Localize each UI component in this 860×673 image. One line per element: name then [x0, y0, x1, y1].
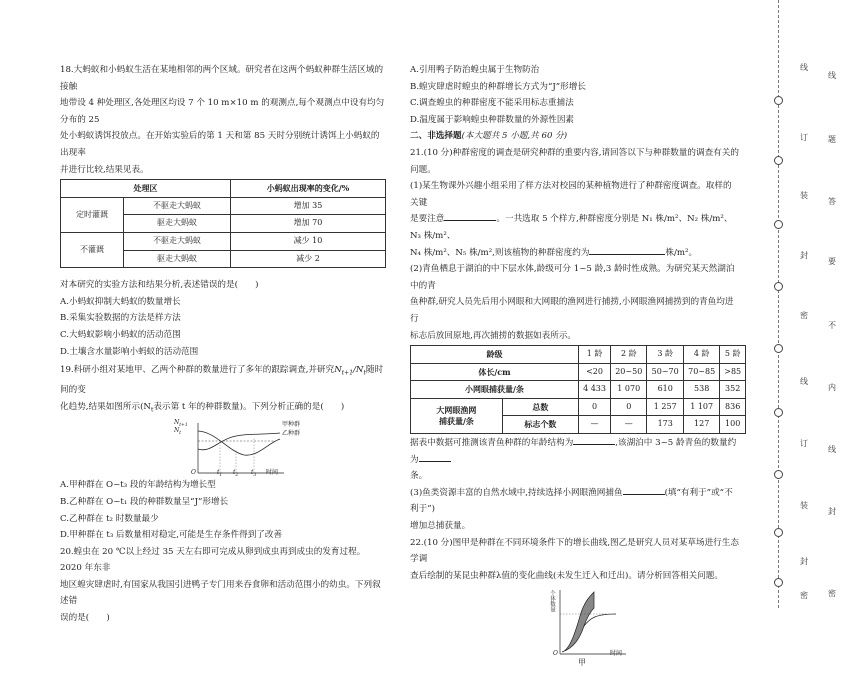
- q22-figure: [410, 584, 740, 666]
- table-cell: 836: [720, 398, 746, 416]
- table-header: 小蚂蚁出现率的变化/%: [231, 180, 386, 198]
- binding-char: 装: [800, 501, 808, 510]
- q19-stem-text: 随时间的变: [60, 365, 384, 396]
- question-21: [410, 145, 740, 535]
- tick-sub: 3: [253, 473, 257, 479]
- q20-option: D.温度属于影响蝗虫种群数量的外源性因素: [410, 114, 575, 125]
- binding-char: 不: [828, 321, 836, 330]
- table-cell: —: [579, 416, 611, 434]
- section-note: (本大题共 5 小题,共 60 分): [461, 131, 568, 142]
- table-cell: <20: [579, 363, 611, 381]
- y-div-n: N: [174, 427, 180, 435]
- q21-line: 增加总捕获量。: [410, 521, 471, 532]
- binding-char: 封: [828, 507, 836, 516]
- table-group: 不灌溉: [61, 232, 124, 267]
- y-label-div: [174, 427, 181, 438]
- binding-char: 题: [828, 135, 836, 144]
- table-header: 龄级: [411, 346, 579, 364]
- q21-line: (1)某生物课外兴趣小组采用了样方法对校园的某种植物进行了种群密度调查。取样的关键: [410, 181, 732, 208]
- s-curve: [584, 614, 616, 626]
- table-cell: 不驱走大蚂蚁: [124, 197, 231, 215]
- table-header: 4 龄: [683, 346, 719, 364]
- table-cell: 127: [683, 416, 719, 434]
- table-header: 1 龄: [579, 346, 611, 364]
- q19-ratio-sub: t: [363, 369, 366, 377]
- binding-char: 要: [828, 257, 836, 266]
- table-group: 定时灌溉: [61, 197, 124, 232]
- origin-label: O: [553, 650, 558, 658]
- q21-text: 。一共选取 5 个样方,种群密度分别是 N₁ 株/m²、N₂ 株/m²、N₃ 株/m²、: [410, 214, 733, 241]
- binding-hole-icon: [774, 156, 783, 165]
- q18-option: C.大蚂蚁影响小蚂蚁的活动范围: [60, 329, 181, 340]
- q21-line: 21.(10 分)种群密度的调查是研究种群的重要内容,请回答以下与种群数量的调查有关的问题。: [410, 147, 739, 175]
- table-header: 3 龄: [647, 346, 683, 364]
- binding-char: 答: [828, 197, 836, 206]
- y-div-sub: t: [179, 431, 182, 437]
- binding-char: 内: [828, 383, 836, 392]
- tick-sub: 1: [219, 473, 223, 479]
- answer-blank[interactable]: [444, 211, 496, 221]
- q21-line: [410, 435, 740, 468]
- q18-option: A.小蚂蚁抑制大蚂蚁的数量增长: [60, 296, 181, 307]
- table-header: 2 龄: [611, 346, 647, 364]
- tick-t: t: [233, 469, 236, 477]
- table-cell: 100: [720, 416, 746, 434]
- binding-hole-icon: [774, 282, 783, 291]
- q20-stem-line: 误的是( ): [60, 613, 110, 624]
- question-19: [60, 362, 386, 544]
- table-cell: >85: [720, 363, 746, 381]
- legend-yi: 乙种群: [282, 430, 301, 438]
- q19-ratio-sub: t+1: [341, 369, 354, 377]
- q21-text: (3)鱼类资源丰富的自然水域中,持续选择小网眼渔网捕鱼: [410, 487, 623, 498]
- shaded-area: [562, 592, 594, 652]
- q20-option: B.蝗灾肆虐时蝗虫的种群增长方式为“J”形增长: [410, 81, 586, 92]
- table-cell: 减少 2: [231, 250, 386, 268]
- binding-char: 密: [800, 311, 808, 320]
- tick-t: t: [217, 469, 220, 477]
- q18-question: 对本研究的实验方法和结果分析,表述错误的是( ): [60, 280, 259, 291]
- q21-text: 株/m²。: [665, 247, 698, 258]
- binding-char: 线: [800, 63, 808, 72]
- binding-hole-icon: [774, 344, 783, 353]
- q19-stem-text: 19.科研小组对某地甲、乙两个种群的数量进行了多年的跟踪调查,并研究: [60, 365, 335, 376]
- q18-option: B.采集实验数据的方法是样方法: [60, 313, 181, 324]
- table-cell: 1 257: [647, 398, 683, 416]
- table-cell: 1 070: [611, 381, 647, 399]
- q19-stem-line: [60, 362, 386, 399]
- q20-stem-line: 地区蝗灾肆虐时,有国家从我国引进鸭子专门用来吞食卵和活动范围小的幼虫。下列叙述错: [60, 579, 381, 607]
- binding-char: 线: [800, 377, 808, 386]
- curve-yi: [198, 431, 280, 455]
- q21-line: 标志后放回原地,再次捕捞的数据如表所示。: [410, 330, 577, 341]
- q19-option: A.甲种群在 O~t₃ 段的年龄结构为增长型: [60, 480, 216, 491]
- q21-table: [410, 345, 746, 434]
- binding-char: 线: [828, 71, 836, 80]
- q19-figure: [60, 419, 386, 477]
- row-label: 标志个数: [502, 416, 578, 434]
- q21-line: [410, 245, 740, 262]
- answer-blank[interactable]: [573, 435, 615, 445]
- section-title: 二、非选择题: [410, 131, 462, 142]
- q20-option: C.调查蝗虫的种群密度不能采用标志重捕法: [410, 98, 574, 109]
- q20-stem-line: 20.蝗虫在 20 ℃以上经过 35 天左右即可完成从卵到成虫再到成虫的发育过程。2020 年东非: [60, 546, 366, 574]
- table-cell: 驱走大蚂蚁: [124, 215, 231, 233]
- binding-hole-icon: [774, 220, 783, 229]
- q19-option: B.乙种群在 O~t₁ 段的种群数量呈“J”形增长: [60, 496, 229, 507]
- q19-ratio-tail: /N: [353, 365, 364, 376]
- table-header: 5 龄: [720, 346, 746, 364]
- legend-jia: 甲种群: [282, 421, 301, 429]
- binding-char: 线: [828, 445, 836, 454]
- q21-line: 条。: [410, 471, 428, 482]
- tick-t: t: [251, 469, 254, 477]
- table-cell: 538: [683, 381, 719, 399]
- table-header: 处理区: [61, 180, 231, 198]
- table-cell: 4 433: [579, 381, 611, 399]
- q22-line: 22.(10 分)图甲是种群在不同环境条件下的增长曲线,图乙是研究人员对某草场进行生态学调: [410, 537, 739, 565]
- answer-blank[interactable]: [589, 245, 665, 255]
- table-cell: 173: [647, 416, 683, 434]
- q21-line: [410, 485, 740, 518]
- q18-stem-line: 18.大蚂蚁和小蚂蚁生活在某地相邻的两个区域。研究者在这两个蚂蚁种群生活区域的接触: [60, 65, 384, 92]
- table-cell: 增加 70: [231, 215, 386, 233]
- q19-stem-sub: t: [150, 406, 154, 414]
- q18-stem-line: 处小蚂蚁诱饵投放点。在开始实验后的第 1 天和第 85 天时分别统计诱饵上小蚂蚁的出现率: [60, 131, 380, 158]
- tick-sub: 2: [235, 473, 239, 479]
- binding-char: 密: [800, 591, 808, 600]
- answer-blank[interactable]: [419, 452, 451, 462]
- question-18: [60, 62, 386, 360]
- q21-text: (填“有利于”或“不利于”): [410, 487, 733, 515]
- q22-graph: [410, 584, 740, 666]
- answer-blank[interactable]: [623, 485, 665, 495]
- binding-hole-icon: [774, 96, 783, 105]
- left-column: [60, 62, 386, 627]
- tick-t1: [217, 469, 222, 480]
- q18-table: [60, 179, 386, 268]
- q21-text: N₄ 株/m²、N₅ 株/m²,则该植物的种群密度约为: [410, 247, 590, 258]
- q19-stem-line: [60, 399, 386, 419]
- table-cell: 50~70: [647, 363, 683, 381]
- table-cell: 610: [647, 381, 683, 399]
- q21-text: 据表中数据可推测该青鱼种群的年龄结构为: [410, 438, 574, 449]
- binding-char: 封: [800, 557, 808, 566]
- row-label-line: 大网眼渔网: [436, 404, 477, 415]
- table-cell: 0: [611, 398, 647, 416]
- binding-char: 密: [828, 589, 836, 598]
- table-cell: —: [611, 416, 647, 434]
- figure-caption: 甲: [578, 658, 586, 668]
- q18-stem-line: 地带设 4 种处理区,各处理区均设 7 个 10 m×10 m 的观测点,每个观测点中设有均匀分布的 25: [60, 98, 385, 125]
- section-heading: [410, 128, 740, 145]
- question-20: [60, 544, 386, 627]
- row-label: 小网眼捕获量/条: [411, 381, 579, 399]
- x-label: 时间: [266, 469, 279, 477]
- q19-option: C.乙种群在 t₂ 时数量最少: [60, 513, 159, 524]
- binding-hole-icon: [774, 578, 783, 587]
- y-label-n: N: [174, 419, 180, 427]
- q21-text: 是要注意: [410, 214, 445, 225]
- binding-char: 订: [800, 439, 808, 448]
- curve-jia: [198, 433, 280, 450]
- table-cell: 减少 10: [231, 232, 386, 250]
- q19-ratio: N: [334, 365, 342, 376]
- q21-line: [410, 211, 740, 244]
- binding-hole-icon: [774, 470, 783, 479]
- binding-line: [778, 0, 780, 608]
- question-22: [410, 535, 740, 667]
- q19-stem-text: 化趋势,结果如图所示(N: [60, 402, 151, 412]
- q21-text: ,该湖泊中 3~5 龄青鱼的数量约为: [410, 438, 737, 465]
- q20-option: A.引用鸭子防治蝗虫属于生物防治: [410, 65, 540, 75]
- row-label: [411, 398, 503, 433]
- q18-stem-line: 并进行比较,结果见表。: [60, 164, 149, 175]
- right-column: [410, 62, 740, 666]
- q21-line: (2)青鱼栖息于湖泊的中下层水体,龄级可分 1~5 龄,3 龄时性成熟。为研究某天然湖泊中的青: [410, 264, 735, 291]
- row-label-line: 捕获量/条: [438, 415, 474, 426]
- binding-char: 封: [800, 251, 808, 260]
- row-label: 总数: [502, 398, 578, 416]
- row-label: 体长/cm: [411, 363, 579, 381]
- binding-hole-icon: [774, 528, 783, 537]
- q19-graph: [60, 419, 386, 477]
- table-cell: 70~85: [683, 363, 719, 381]
- table-cell: 不驱走大蚂蚁: [124, 232, 231, 250]
- table-cell: 增加 35: [231, 197, 386, 215]
- q19-option: D.甲种群在 t₃ 后数量相对稳定,可能是生存条件得到了改善: [60, 530, 283, 541]
- table-cell: 1 107: [683, 398, 719, 416]
- binding-char: 装: [800, 191, 808, 200]
- y-label-sub: t+1: [179, 423, 188, 429]
- table-cell: 驱走大蚂蚁: [124, 250, 231, 268]
- tick-t2: [233, 469, 238, 480]
- binding-hole-icon: [774, 408, 783, 417]
- table-cell: 0: [579, 398, 611, 416]
- binding-char: 订: [800, 133, 808, 142]
- x-label: 时间: [610, 650, 623, 658]
- q20-options: [410, 62, 740, 128]
- table-cell: 352: [720, 381, 746, 399]
- q19-stem-text: 表示第 t 年的种群数量)。下列分析正确的是( ): [153, 402, 345, 412]
- y-label: 个体数量: [549, 590, 555, 613]
- origin-label: O: [191, 469, 196, 477]
- tick-t3: [251, 469, 256, 480]
- q21-line: 鱼种群,研究人员先后用小网眼和大网眼的渔网进行捕捞,小网眼渔网捕捞到的青鱼均进行: [410, 297, 734, 324]
- table-cell: 20~50: [611, 363, 647, 381]
- q22-line: 查后绘制的某昆虫种群λ值的变化曲线(未发生迁入和迁出)。请分析回答相关问题。: [410, 570, 723, 581]
- q18-option: D.土壤含水量影响小蚂蚁的活动范围: [60, 346, 199, 357]
